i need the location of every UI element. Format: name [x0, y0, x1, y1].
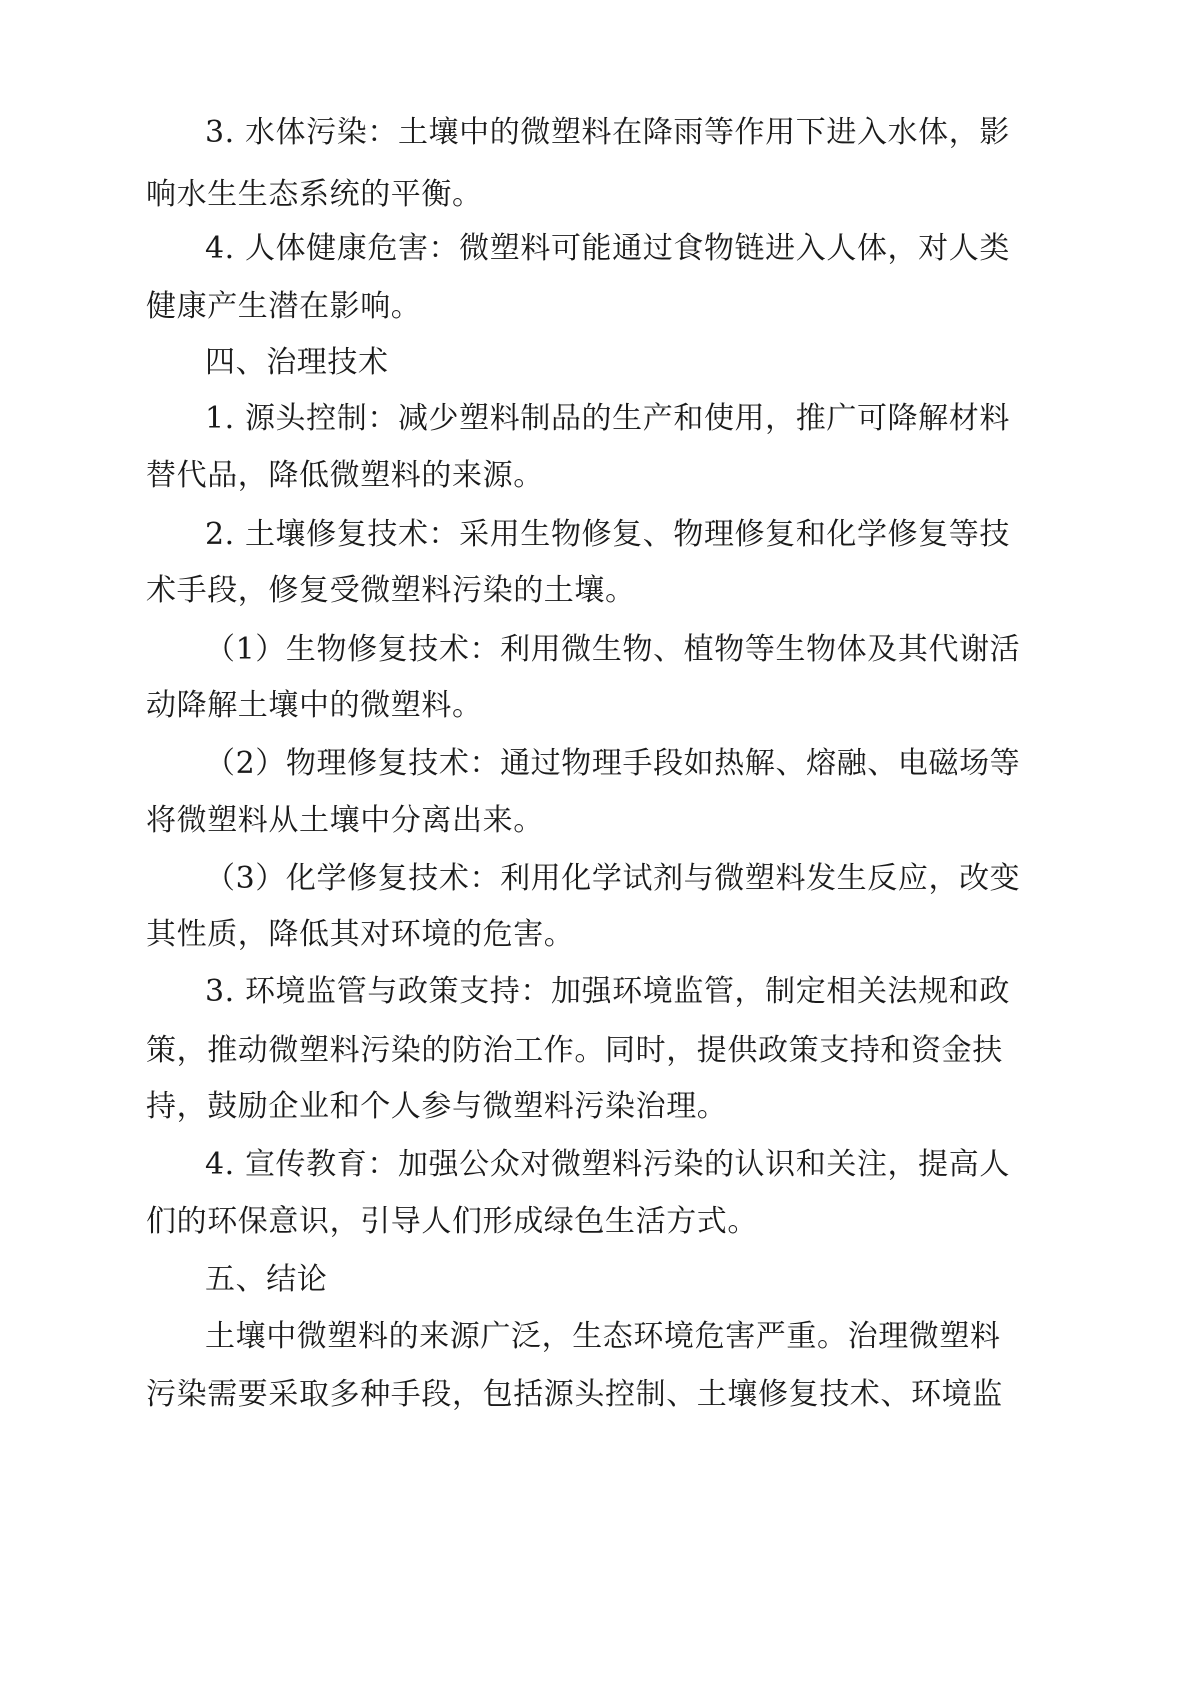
- text-line: 4. 人体健康危害：微塑料可能通过食物链进入人体，对人类: [205, 231, 1010, 266]
- text-line: 术手段，修复受微塑料污染的土壤。: [146, 573, 636, 608]
- text-line: （1）生物修复技术：利用微生物、植物等生物体及其代谢活: [205, 632, 1021, 667]
- text-line: 持，鼓励企业和个人参与微塑料污染治理。: [146, 1089, 728, 1124]
- text-line: 土壤中微塑料的来源广泛，生态环境危害严重。治理微塑料: [205, 1319, 1001, 1354]
- text-line: （3）化学修复技术：利用化学试剂与微塑料发生反应，改变: [205, 861, 1021, 896]
- text-line: 3. 环境监管与政策支持：加强环境监管，制定相关法规和政: [205, 974, 1010, 1009]
- text-line: 动降解土壤中的微塑料。: [146, 688, 483, 723]
- section-heading: 四、治理技术: [205, 345, 389, 380]
- text-line: （2）物理修复技术：通过物理手段如热解、熔融、电磁场等: [205, 746, 1021, 781]
- text-line: 3. 水体污染：土壤中的微塑料在降雨等作用下进入水体，影: [205, 115, 1010, 150]
- text-line: 健康产生潜在影响。: [146, 289, 422, 324]
- text-line: 4. 宣传教育：加强公众对微塑料污染的认识和关注，提高人: [205, 1147, 1010, 1182]
- section-heading: 五、结论: [205, 1262, 328, 1297]
- text-line: 策，推动微塑料污染的防治工作。同时，提供政策支持和资金扶: [146, 1033, 1003, 1068]
- text-line: 们的环保意识，引导人们形成绿色生活方式。: [146, 1204, 758, 1239]
- text-line: 1. 源头控制：减少塑料制品的生产和使用，推广可降解材料: [205, 401, 1010, 436]
- text-line: 替代品，降低微塑料的来源。: [146, 458, 544, 493]
- text-line: 污染需要采取多种手段，包括源头控制、土壤修复技术、环境监: [146, 1377, 1003, 1412]
- text-line: 2. 土壤修复技术：采用生物修复、物理修复和化学修复等技: [205, 517, 1010, 552]
- text-line: 将微塑料从土壤中分离出来。: [146, 803, 544, 838]
- text-line: 响水生生态系统的平衡。: [146, 177, 483, 212]
- text-line: 其性质，降低其对环境的危害。: [146, 917, 575, 952]
